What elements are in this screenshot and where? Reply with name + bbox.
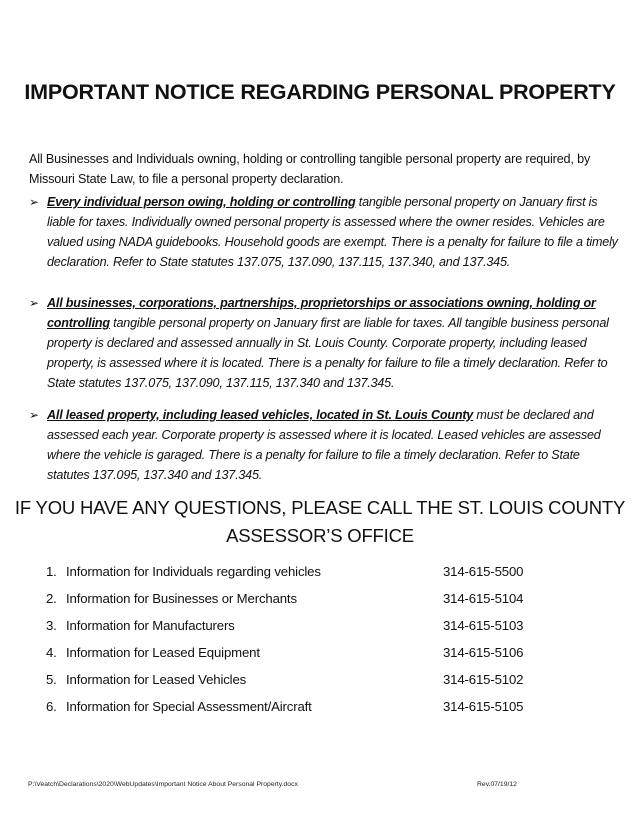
footer-file-path: P:\Veatch\Declarations\2020\WebUpdates\Important Notice About Personal Property.docx: [28, 781, 298, 788]
bullet-text: [47, 293, 619, 393]
bullet-body: tangible personal property on January first is liable for taxes. Individually owned personal property is assessed where the owner resides. Vehicles are valued using NADA guidebooks. Household goods are exempt. There is a penalty for failure to file a timely declaration. Refer to State statutes 137.075, 137.090, 137.115, 137.340, and 137.345.: [47, 195, 618, 269]
arrow-bullet-icon: ➢: [29, 408, 39, 422]
bullet-lead: Every individual person owing, holding or controlling: [47, 195, 356, 209]
bullet-leased-property: [29, 405, 619, 485]
contact-number: 3.: [46, 618, 57, 633]
contact-number: 2.: [46, 591, 57, 606]
contact-item: [46, 589, 606, 616]
contact-item: [46, 643, 606, 670]
contact-label: Information for Individuals regarding vehicles: [66, 564, 321, 579]
contact-item: [46, 562, 606, 589]
arrow-bullet-icon: ➢: [29, 195, 39, 209]
contact-phone: 314-615-5105: [443, 699, 524, 714]
contact-phone: 314-615-5500: [443, 564, 524, 579]
questions-heading: [0, 494, 640, 550]
footer-revision: Rev.07/19/12: [477, 781, 517, 788]
questions-heading-line-1: IF YOU HAVE ANY QUESTIONS, PLEASE CALL THE ST. LOUIS COUNTY: [14, 497, 626, 518]
contact-item: [46, 670, 606, 697]
bullet-lead: All businesses, corporations, partnerships, proprietorships or associations owning, holding or controlling: [47, 296, 596, 330]
bullet-lead: All leased property, including leased vehicles, located in St. Louis County: [47, 408, 474, 422]
arrow-bullet-icon: ➢: [29, 296, 39, 310]
bullet-text: [47, 405, 619, 485]
bullet-text: [47, 192, 619, 272]
contact-label: Information for Special Assessment/Aircraft: [66, 699, 312, 714]
contact-number: 4.: [46, 645, 57, 660]
contact-phone: 314-615-5103: [443, 618, 524, 633]
contact-label: Information for Businesses or Merchants: [66, 591, 297, 606]
intro-paragraph: All Businesses and Individuals owning, holding or controlling tangible personal property are required, by Missouri State Law, to file a personal property declaration.: [29, 152, 591, 186]
contact-label: Information for Leased Equipment: [66, 645, 260, 660]
contact-list: [46, 562, 606, 724]
contact-phone: 314-615-5102: [443, 672, 524, 687]
bullet-body: must be declared and assessed each year. Corporate property is assessed where it is located. Leased vehicles are assessed where the vehicle is garaged. There is a penalty for failure to file a timely declaration. Refer to State statutes 137.095, 137.340 and 137.345.: [47, 408, 601, 482]
contact-phone: 314-615-5104: [443, 591, 524, 606]
contact-item: [46, 616, 606, 643]
bullet-body: tangible personal property on January first are liable for taxes. All tangible business personal property is declared and assessed annually in St. Louis County. Corporate property, including leased property, is assessed where it is located. There is a penalty for failure to file a timely declaration. Refer to State statutes 137.075, 137.090, 137.115, 137.340 and 137.345.: [47, 316, 609, 390]
questions-heading-line-2: ASSESSOR’S OFFICE: [226, 525, 414, 546]
contact-number: 6.: [46, 699, 57, 714]
contact-label: Information for Manufacturers: [66, 618, 235, 633]
bullet-individuals: [29, 192, 619, 272]
contact-item: [46, 697, 606, 724]
contact-number: 1.: [46, 564, 57, 579]
bullet-businesses: [29, 293, 619, 393]
contact-label: Information for Leased Vehicles: [66, 672, 247, 687]
contact-phone: 314-615-5106: [443, 645, 524, 660]
document-title: IMPORTANT NOTICE REGARDING PERSONAL PROPERTY: [24, 80, 616, 104]
contact-number: 5.: [46, 672, 57, 687]
